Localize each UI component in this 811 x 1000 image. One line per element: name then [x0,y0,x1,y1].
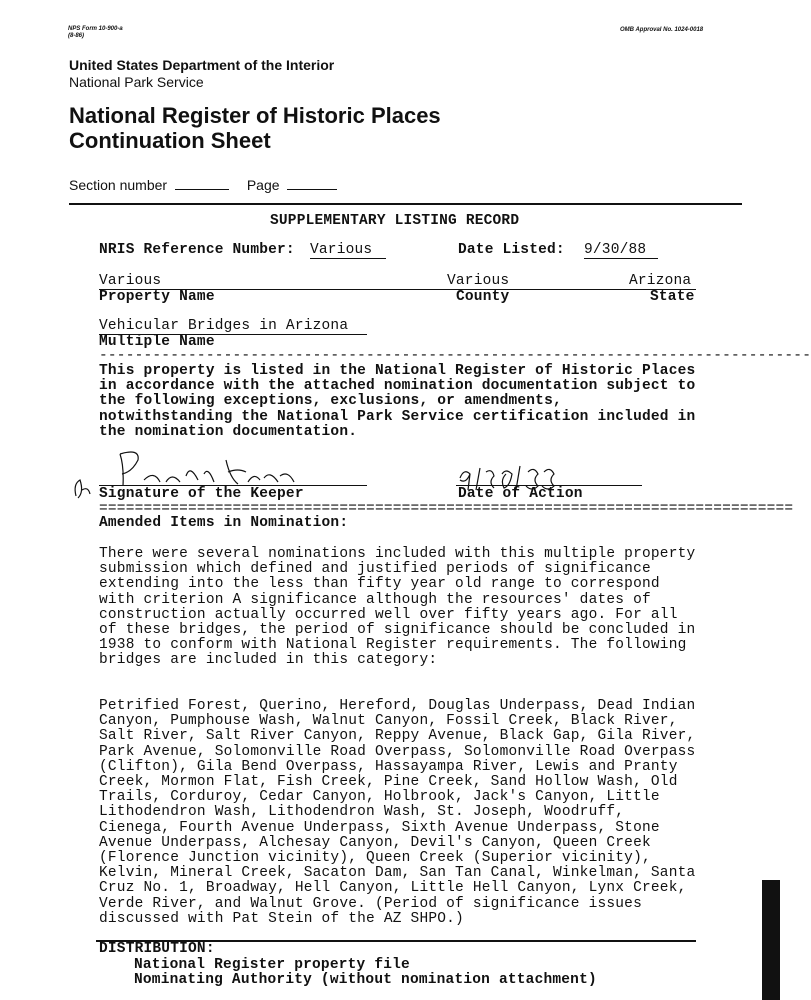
state-value: Arizona [629,273,692,289]
multiple-name-label: Multiple Name [99,334,215,350]
form-date-text: (8-86) [68,33,85,39]
nris-value: Various [310,242,386,259]
date-listed-label: Date Listed: [458,242,565,258]
service-name: National Park Service [69,74,204,90]
department-name: United States Department of the Interior [69,57,335,73]
date-of-action-label: Date of Action [458,486,583,502]
header-divider [69,203,742,205]
bridge-list-paragraph: Petrified Forest, Querino, Hereford, Douglas Underpass, Dead Indian Canyon, Pumphouse Wash, Walnut Canyon, Fossil Creek, Black River, Salt River, Salt River Canyon, Reppy Avenue, Black Gap, Gila River, Park Avenue, Solomonville Road Overpass, Solomonville Road Overpass (Clifton), Gila Bend Overpass, Hassayampa River, Lewis and Pranty Creek, Mormon Flat, Fish Creek, Pine Creek, Sand Hollow Wash, Old Trails, Corduroy, Cedar Canyon, Holbrook, Jack's Canyon, Little Lithodendron Wash, Lithodendron Wash, St. Joseph, Woodruff, Cienega, Fourth Avenue Underpass, Sixth Avenue Underpass, Stone Avenue Underpass, Alchesay Canyon, Devil's Canyon, Queen Creek (Florence Junction vicinity), Queen Creek (Superior vicinity), Kelvin, Mineral Creek, Sacaton Dam, San Tan Canal, Winkelman, Santa Cruz No. 1, Broadway, Hell Canyon, Little Hell Canyon, Lynx Creek, Verde River, and Walnut Grove. (Period of significance issues discussed with Pat Stein of the AZ SHPO.) [99,698,696,927]
multiple-name-value: Vehicular Bridges in Arizona [99,318,367,335]
date-listed-value: 9/30/88 [584,242,658,259]
form-title: National Register of Historic Places [69,103,441,128]
distribution-label: DISTRIBUTION: [99,941,215,957]
section-page-row [69,177,337,193]
amended-heading: Amended Items in Nomination: [99,515,349,531]
record-heading: SUPPLEMENTARY LISTING RECORD [270,213,520,229]
property-name-value: Various [99,273,162,289]
page-label: Page [246,177,280,193]
handwritten-signature [120,452,294,486]
form-subtitle: Continuation Sheet [69,128,271,153]
omb-approval: OMB Approval No. 1024-0018 [620,27,704,33]
property-name-label: Property Name [99,289,215,305]
listing-statement: This property is listed in the National Register of Historic Places in accordance with the attached nomination documentation subject to the following exceptions, exclusions, or amendments, notwithstanding the National Park Service certification included in the nomination documentation. [99,363,696,440]
nris-label: NRIS Reference Number: [99,242,295,258]
section-number-field [175,177,229,190]
property-row-line [99,273,696,290]
scan-edge [762,880,780,1000]
signature-text [0,0,1,1]
distribution-item-2: Nominating Authority (without nomination attachment) [134,972,597,988]
distribution-item-1: National Register property file [134,957,410,973]
handwriting-text-holder [0,0,1,1]
form-number [68,26,123,40]
county-label: County [456,289,510,305]
state-label: State [650,289,695,305]
county-value: Various [447,273,510,289]
dashed-divider: -------------------------------------------------------------------------------- [99,348,811,364]
amended-paragraph: There were several nominations included with this multiple property submission which defined and justified periods of significance extending into the less than fifty year old range to correspond with criterion A significance although the resources' dates of construction actually occurred well over fifty years ago. For all of these bridges, the period of significance should be concluded in 1938 to conform with National Register requirements. The following bridges are included in this category: [99,546,696,669]
signature-label: Signature of the Keeper [99,486,304,502]
double-divider: ============================================================================== [99,501,794,517]
handwritten-for-mark [75,480,90,498]
section-number-label: Section number [69,177,168,193]
page-number-field [287,177,337,190]
form-number-text: NPS Form 10-900-a [68,26,123,32]
